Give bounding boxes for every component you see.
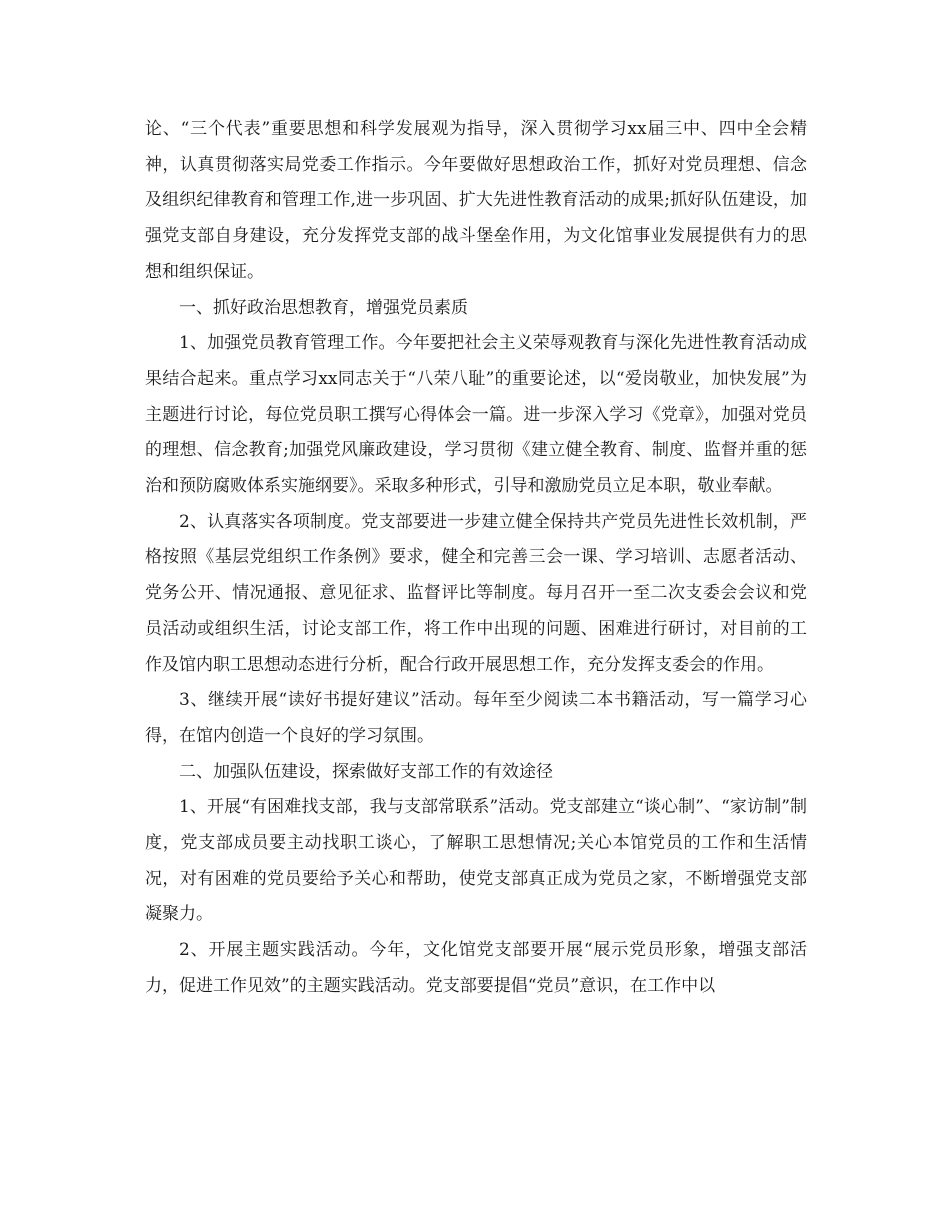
document-body [145, 112, 807, 1005]
paragraph-1-2: 2、认真落实各项制度。党支部要进一步建立健全保持共产党员先进性长效机制，严格按照《基层党组织工作条例》要求，健全和完善三会一课、学习培训、志愿者活动、党务公开、情况通报、意见征求、监督评比等制度。每月召开一至二次支委会会议和党员活动或组织生活，讨论支部工作，将工作中出现的问题、困难进行研讨，对目前的工作及馆内职工思想动态进行分析，配合行政开展思想工作，充分发挥支委会的作用。 [145, 511, 807, 675]
paragraph-1-1: 1、加强党员教育管理工作。今年要把社会主义荣辱观教育与深化先进性教育活动成果结合起来。重点学习xx同志关于“八荣八耻”的重要论述，以“爱岗敬业，加快发展”为主题进行讨论，每位党员职工撰写心得体会一篇。进一步深入学习《党章》，加强对党员的理想、信念教育;加强党风廉政建设，学习贯彻《建立健全教育、制度、监督并重的惩治和预防腐败体系实施纲要》。采取多种形式，引导和激励党员立足本职，敬业奉献。 [145, 333, 807, 497]
paragraph-2-1: 1、开展“有困难找支部，我与支部常联系”活动。党支部建立“谈心制”、“家访制”制度，党支部成员要主动找职工谈心，了解职工思想情况;关心本馆党员的工作和生活情况，对有困难的党员要给予关心和帮助，使党支部真正成为党员之家，不断增强党支部凝聚力。 [145, 797, 807, 925]
paragraph-2-2: 2、开展主题实践活动。今年，文化馆党支部要开展“展示党员形象，增强支部活力，促进工作见效”的主题实践活动。党支部要提倡“党员”意识，在工作中以 [145, 940, 807, 996]
paragraph-1-3: 3、继续开展“读好书提好建议”活动。每年至少阅读二本书籍活动，写一篇学习心得，在馆内创造一个良好的学习氛围。 [145, 690, 807, 746]
paragraph-intro: 论、“三个代表”重要思想和科学发展观为指导，深入贯彻学习xx届三中、四中全会精神，认真贯彻落实局党委工作指示。今年要做好思想政治工作，抓好对党员理想、信念及组织纪律教育和管理工作,进一步巩固、扩大先进性教育活动的成果;抓好队伍建设，加强党支部自身建设，充分发挥党支部的战斗堡垒作用，为文化馆事业发展提供有力的思想和组织保证。 [145, 119, 807, 282]
section-heading-2: 二、加强队伍建设，探索做好支部工作的有效途径 [179, 761, 553, 782]
section-heading-1: 一、抓好政治思想教育，增强党员素质 [179, 297, 468, 318]
